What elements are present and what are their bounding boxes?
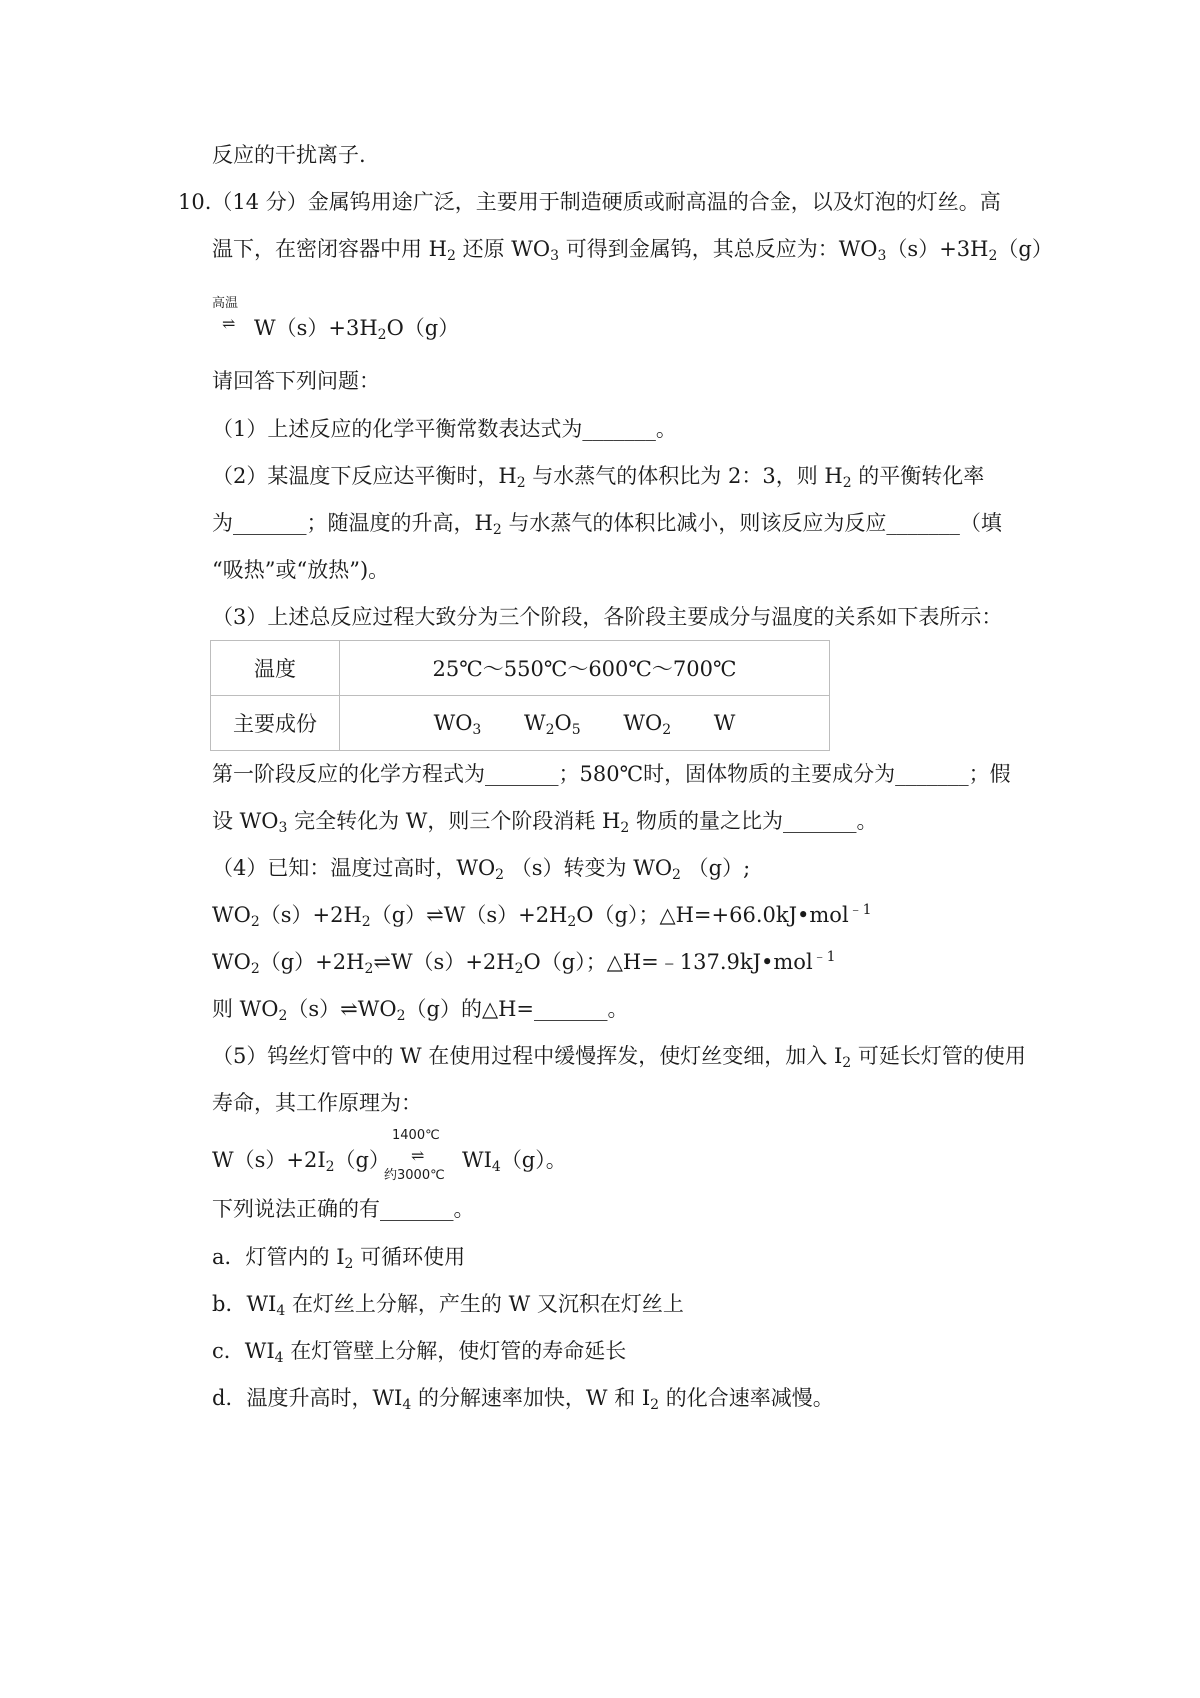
table-row — [211, 641, 830, 696]
text: 则 WO — [212, 997, 279, 1021]
sub-question-1 — [212, 414, 677, 444]
text: 还原 WO — [462, 237, 551, 261]
text: （g）⇌W（s）+2H — [370, 903, 568, 927]
text: （4）已知：温度过高时，WO — [212, 856, 496, 880]
subscript: 3 — [550, 248, 560, 264]
text: 可得到金属钨，其总反应为：WO — [565, 237, 878, 261]
component-w2o5 — [524, 711, 581, 738]
text-line — [254, 313, 459, 343]
table-row — [211, 696, 830, 751]
text: （3）上述总反应过程大致分为三个阶段，各阶段主要成分与温度的关系如下表所示： — [212, 605, 1003, 629]
text: 与水蒸气的体积比减小，则该反应为反应_______（填 — [508, 511, 1002, 535]
subscript: 2 — [396, 1008, 406, 1024]
text: O（g） — [386, 316, 460, 340]
subscript: 2 — [620, 820, 630, 836]
text: （g） — [997, 237, 1053, 261]
subscript: 2 — [545, 722, 555, 738]
equilibrium-arrow: ⇌ — [222, 314, 236, 333]
subscript: 3 — [877, 248, 887, 264]
sub-question-4 — [212, 853, 750, 883]
text: WO — [433, 711, 473, 735]
subscript: 3 — [472, 722, 482, 738]
subscript: 2 — [250, 961, 260, 977]
subscript: 2 — [250, 914, 260, 930]
text: （5）钨丝灯管中的 W 在使用过程中缓慢挥发，使灯丝变细，加入 I — [212, 1044, 843, 1068]
text: （1）上述反应的化学平衡常数表达式为_______。 — [212, 417, 677, 441]
option-d — [212, 1383, 834, 1413]
text-line — [212, 1088, 422, 1118]
text: 温下，在密闭容器中用 H — [212, 237, 447, 261]
text: O（g）；△H=+66.0kJ•mol — [576, 903, 849, 927]
reaction-condition: 高温 — [212, 296, 239, 311]
text: c．WI — [212, 1339, 275, 1363]
superscript: ﹣1 — [812, 949, 836, 965]
subscript: 2 — [447, 248, 456, 264]
component-w: W — [713, 711, 736, 735]
text: WO — [623, 711, 663, 735]
text: （s）+2H — [259, 903, 362, 927]
subscript: 2 — [495, 867, 505, 883]
text: 可循环使用 — [360, 1245, 466, 1269]
text: （s）+3H — [886, 237, 989, 261]
equation-line — [462, 1145, 567, 1175]
reaction-condition-top: 1400℃ — [392, 1128, 440, 1143]
text: 设 WO — [212, 809, 279, 833]
text: WO — [212, 950, 251, 974]
table-header-cell: 温度 — [211, 641, 340, 696]
text: W — [524, 711, 546, 735]
text: 的分解速率加快，W 和 I — [417, 1386, 651, 1410]
subscript: 2 — [325, 1159, 335, 1175]
text: W（s）+2I — [212, 1148, 326, 1172]
text: （2）某温度下反应达平衡时，H — [212, 464, 517, 488]
text-line — [212, 994, 629, 1024]
text: WO — [212, 903, 251, 927]
text: ⇌W（s）+2H — [373, 950, 515, 974]
sub-question-5 — [212, 1041, 1026, 1071]
text: 在灯管壁上分解，使灯管的寿命延长 — [290, 1339, 627, 1363]
component-wo3 — [433, 711, 482, 738]
text: 10.（14 分）金属钨用途广泛，主要用于制造硬质或耐高温的合金，以及灯泡的灯丝。高 — [178, 190, 1001, 214]
table-cell — [340, 696, 830, 751]
text: 在灯丝上分解，产生的 W 又沉积在灯丝上 — [291, 1292, 684, 1316]
subscript: 3 — [278, 820, 288, 836]
sub-question-3 — [212, 602, 1002, 632]
text: （s）转变为 WO — [510, 856, 673, 880]
text: 第一阶段反应的化学方程式为_______；580℃时，固体物质的主要成分为_______；假 — [212, 762, 1011, 786]
subscript: 2 — [514, 961, 524, 977]
text: 可延长灯管的使用 — [857, 1044, 1026, 1068]
text-line — [212, 140, 366, 170]
subscript: 2 — [662, 722, 672, 738]
text: （s）⇌WO — [287, 997, 397, 1021]
text-line — [212, 555, 389, 585]
subscript: 4 — [491, 1159, 501, 1175]
subscript: 4 — [402, 1397, 412, 1413]
text-line — [212, 759, 1011, 789]
text: 下列说法正确的有_______。 — [212, 1197, 475, 1221]
text: W（s）+3H — [254, 316, 378, 340]
text-line — [212, 366, 380, 396]
text: a．灯管内的 I — [212, 1245, 345, 1269]
text: 物质的量之比为_______。 — [635, 809, 878, 833]
subscript: 4 — [276, 1303, 286, 1319]
subscript: 2 — [567, 914, 577, 930]
subscript: 2 — [364, 961, 374, 977]
option-a — [212, 1242, 465, 1272]
subscript: 2 — [988, 248, 998, 264]
subscript: 4 — [274, 1350, 284, 1366]
reaction-condition-bottom: 约3000℃ — [384, 1168, 445, 1183]
option-b — [212, 1289, 684, 1319]
subscript: 2 — [650, 1397, 660, 1413]
subscript: 2 — [492, 522, 502, 538]
text: O（g）；△H=﹣137.9kJ•mol — [523, 950, 813, 974]
subscript: 2 — [842, 475, 852, 491]
text-line — [212, 234, 1053, 264]
sub-question-2 — [212, 461, 984, 491]
text: 请回答下列问题： — [212, 369, 380, 393]
text: （g） — [334, 1148, 390, 1172]
equation-line — [212, 1145, 390, 1175]
text: “吸热”或“放热”)。 — [212, 558, 390, 582]
text: 寿命，其工作原理为： — [212, 1091, 422, 1115]
text-line — [212, 508, 1002, 538]
equation-line — [212, 947, 836, 977]
text: （g）; — [687, 856, 751, 880]
text: 反应的干扰离子. — [212, 143, 366, 167]
text: （g）。 — [500, 1148, 567, 1172]
text: （g）的△H=_______。 — [405, 997, 629, 1021]
text-line — [212, 1194, 475, 1224]
subscript: 2 — [672, 867, 681, 883]
text: 与水蒸气的体积比为 2：3，则 H — [532, 464, 843, 488]
subscript: 2 — [361, 914, 371, 930]
option-c — [212, 1336, 626, 1366]
subscript: 5 — [571, 722, 581, 738]
subscript: 2 — [278, 1008, 288, 1024]
text: （g）+2H — [259, 950, 365, 974]
stage-temperature-table — [210, 640, 830, 751]
text: 完全转化为 W，则三个阶段消耗 H — [294, 809, 621, 833]
subscript: 2 — [377, 327, 387, 343]
subscript: 2 — [344, 1256, 354, 1272]
subscript: 2 — [516, 475, 526, 491]
text: WI — [462, 1148, 492, 1172]
text: d．温度升高时，WI — [212, 1386, 403, 1410]
table-cell: 25℃～550℃～600℃～700℃ — [340, 641, 830, 696]
equilibrium-arrow: ⇌ — [411, 1146, 425, 1165]
text: O — [554, 711, 572, 735]
text: b．WI — [212, 1292, 277, 1316]
subscript: 2 — [842, 1055, 852, 1071]
equation-line — [212, 900, 872, 930]
table-header-cell: 主要成份 — [211, 696, 340, 751]
text-line — [212, 806, 877, 836]
text: 的平衡转化率 — [858, 464, 985, 488]
question-10-heading — [178, 187, 1001, 217]
text: 的化合速率减慢。 — [665, 1386, 834, 1410]
superscript: ﹣1 — [848, 902, 872, 918]
text: 为_______；随温度的升高，H — [212, 511, 493, 535]
component-wo2 — [623, 711, 672, 738]
